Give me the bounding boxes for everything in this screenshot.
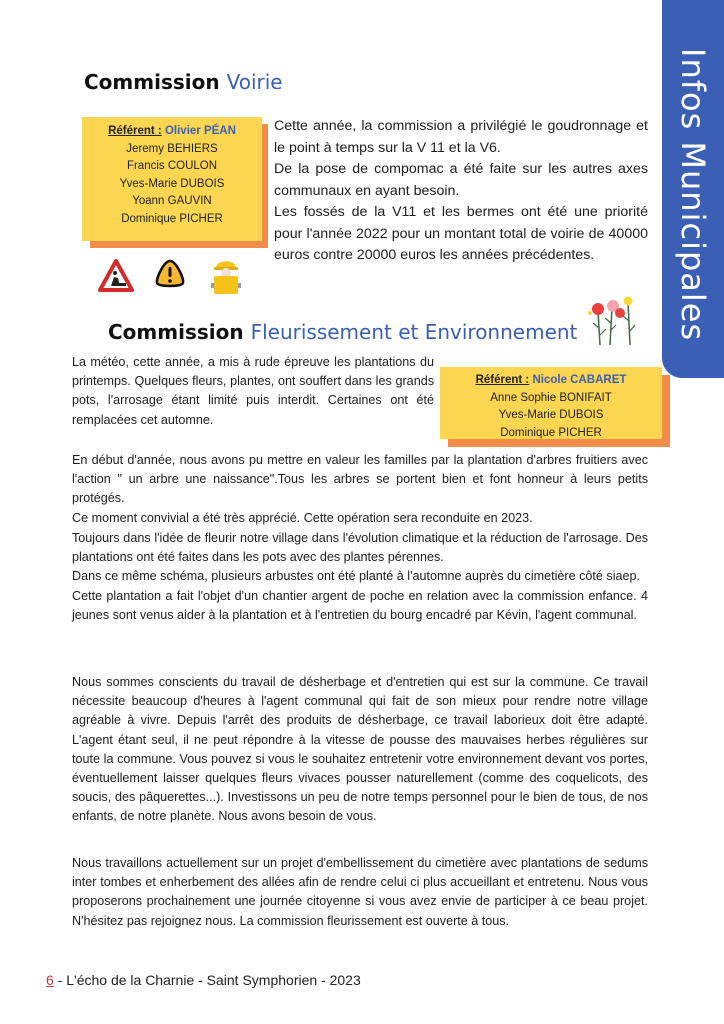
member: Jeremy BEHIERS (126, 142, 218, 155)
member: Yves-Marie DUBOIS (498, 409, 604, 421)
paragraph: Cette année, la commission a privilégié le goudronnage et le point à temps sur la V 11 et la V6. (274, 118, 648, 156)
paragraph: Les fossés de la V11 et les bermes ont été une priorité pour l'année 2022 pour un montant total de voirie de 40000 euros contre 20000 euros les années précédentes. (274, 204, 648, 263)
member: Yoann GAUVIN (132, 195, 212, 207)
member: Anne Sophie BONIFAIT (490, 391, 612, 404)
fleurissement-intro: La météo, cette année, a mis à rude épreuve les plantations du printemps. Quelques fleurs, plantes, ont souffert dans les grands pots, l'arrosage étant limité puis interdit. Certaines ont été remplacées cet automne. (72, 355, 434, 427)
voirie-referent: Référent : Olivier PÉAN (108, 125, 236, 137)
paragraph: Dans ce même schéma, plusieurs arbustes ont été planté à l'automne auprès du cimetière côté siaep. (72, 569, 641, 584)
section-side-tab-label (662, 0, 724, 378)
member: Yves-Marie DUBOIS (119, 177, 225, 190)
member: Francis COULON (126, 160, 218, 172)
voirie-title: Commission Voirie (84, 70, 283, 94)
member: Dominique PICHER (121, 212, 223, 225)
paragraph: De la pose de compomac a été faite sur les autres axes communaux en ayant besoin. (274, 161, 648, 199)
fleurissement-block-1 (72, 451, 648, 528)
fleurissement-title: Commission Fleurissement et Environnement (108, 320, 578, 344)
fleurissement-block-2 (72, 529, 648, 625)
voirie-members-card (82, 117, 262, 241)
fleurissement-block-3: Nous sommes conscients du travail de désherbage et d'entretien qui est sur la commune. Ce travail nécessite beaucoup d'heures à l'agent communal qui fait de son mieux pour rendre notre village agréable à vivre. Depuis l'arrêt des produits de désherbage, ce travail laborieux doit être adapté. L'agent étant seul, il ne peut répondre à la vitesse de pousse des mauvaises herbes régulières sur toute la commune. Vous pouvez si vous le souhaitez entretenir votre environnement devant vos portes, éventuellement laisser quelques fleurs vivaces pousser naturellement (comme des coquelicots, des soucis, des pâquerettes...). Investissons un peu de notre temps personnel pour le bien de tous, de nos enfants, de notre planète. Nous avons besoin de vous. (72, 675, 648, 824)
paragraph: Ce moment convivial a été très apprécié. Cette opération sera reconduite en 2023. (72, 510, 533, 525)
page-footer (46, 972, 361, 988)
paragraph: Cette plantation a fait l'objet d'un chantier argent de poche en relation avec la commission enfance. 4 jeunes sont venus aider à la plantation et à l'entretien du bourg encadré par Kévin, l'agent communal. (72, 588, 648, 622)
paragraph: En début d'année, nous avons pu mettre en valeur les familles par la plantation d'arbres fruitiers avec l'action " un arbre une naissance".Tous les arbres se portent bien et font honneur à leurs petits protégés. (72, 453, 648, 506)
fleurissement-members-card (440, 367, 662, 439)
footer-text: - L'écho de la Charnie - Saint Symphorien - 2023 (53, 972, 361, 988)
fleurissement-referent: Référent : Nicole CABARET (475, 374, 627, 386)
roadworks-sign-icon (98, 258, 134, 294)
side-tab-text: Infos Municipales (674, 48, 712, 342)
flowers-icon (586, 293, 636, 349)
page-number: 6 (46, 972, 54, 988)
construction-worker-icon (208, 256, 244, 296)
member: Dominique PICHER (500, 426, 602, 439)
warning-icon (154, 258, 186, 290)
fleurissement-block-4: Nous travaillons actuellement sur un projet d'embellissement du cimetière avec plantations de sedums inter tombes et enherbement des allées afin de rendre celui ci plus accueillant et entretenu. Nous vous proposerons prochainement une journée citoyenne si vous avez envie de participer à ce beau projet. N'hésitez pas rejoignez nous. La commission fleurissement est ouverte à tous. (72, 856, 648, 928)
voirie-text (274, 116, 648, 267)
paragraph: Toujours dans l'idée de fleurir notre village dans l'évolution climatique et la réduction de l'arrosage. Des plantations ont été faites dans les pots avec des plantes pérennes. (72, 531, 648, 565)
